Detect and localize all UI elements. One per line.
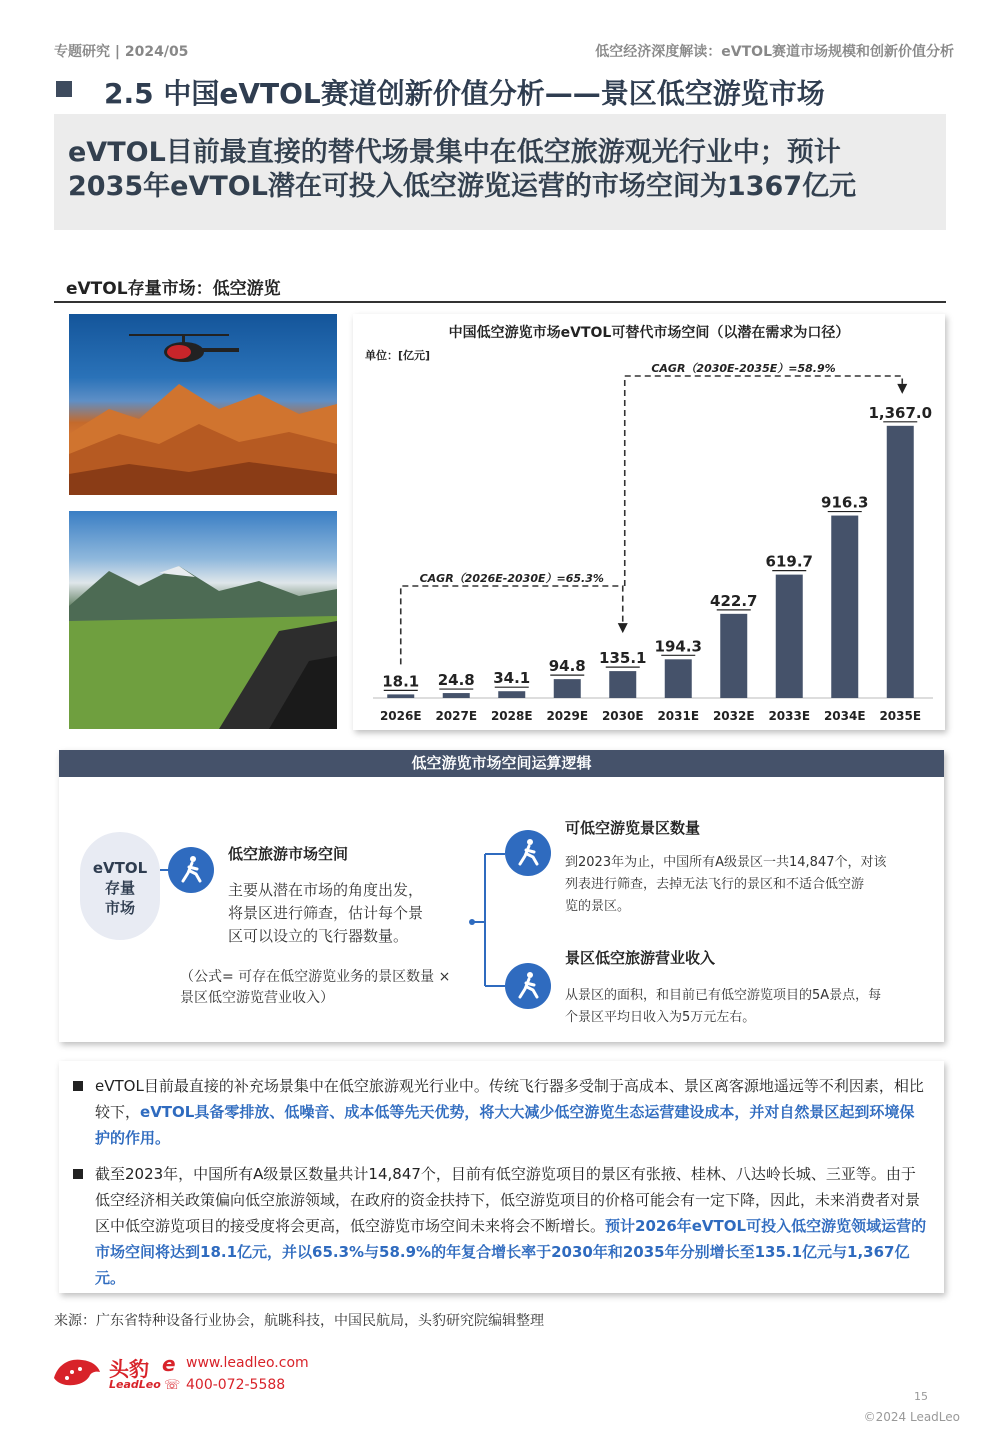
cagr-2-arrow — [897, 384, 907, 394]
chart-title: 中国低空游览市场eVTOL可替代市场空间（以潜在需求为口径） — [448, 325, 850, 341]
website-link[interactable]: www.leadleo.com — [186, 1355, 309, 1371]
page-number: 15 — [914, 1390, 928, 1403]
tick-label-2026E: 2026E — [379, 709, 422, 723]
bullet-1 — [73, 1073, 928, 1151]
market-space-chart — [353, 314, 945, 730]
stock-oval-line1: eVTOL — [92, 859, 148, 877]
stock-oval-line2: 存量 — [104, 879, 135, 897]
brand-e-mark: e — [162, 1352, 176, 1376]
value-label-2027E: 24.8 — [437, 671, 475, 690]
left-formula — [180, 967, 450, 1009]
bar-2031E — [665, 659, 692, 698]
tick-label-2029E: 2029E — [546, 709, 589, 723]
bar-2028E — [498, 691, 525, 698]
right-top-desc-line3: 览的景区。 — [565, 899, 631, 914]
scenic-count-icon — [505, 830, 551, 876]
phone-number: 400-072-5588 — [186, 1377, 286, 1393]
value-label-2026E: 18.1 — [382, 672, 420, 691]
report-title: 低空经济深度解读：eVTOL赛道市场规模和创新价值分析 — [595, 44, 954, 60]
left-desc-line3: 区可以设立的飞行器数量。 — [228, 927, 409, 945]
value-label-2029E: 94.8 — [548, 657, 586, 676]
left-desc-line2: 将景区进行筛查，估计每个景 — [228, 904, 424, 922]
tick-label-2034E: 2034E — [823, 709, 866, 723]
subsection-title: eVTOL存量市场：低空游览 — [66, 279, 281, 299]
helicopter-canyon-photo — [69, 314, 337, 495]
cagr-2-label: CAGR（2030E-2035E）=58.9% — [651, 362, 836, 375]
bar-2035E — [887, 426, 914, 698]
title-square-marker — [56, 81, 72, 97]
bullet-1-highlight: eVTOL具备零排放、低噪音、成本低等先天优势，将大大减少低空游览生态运营建设成本，并对自然景区起到环境保护的作用。 — [95, 1103, 915, 1147]
cagr-2-connector — [625, 376, 903, 586]
logic-panel — [59, 750, 944, 1042]
subsection-divider — [54, 301, 946, 303]
brand-name-cn: 头豹 — [109, 1357, 149, 1381]
left-desc — [228, 879, 423, 948]
bars-layer — [380, 362, 932, 723]
helicopter-mountain-view-photo — [69, 511, 337, 729]
tick-label-2027E: 2027E — [435, 709, 478, 723]
right-top-title: 可低空游览景区数量 — [565, 819, 701, 837]
tick-label-2033E: 2033E — [768, 709, 811, 723]
cagr-1-arrow — [618, 623, 628, 633]
bar-2033E — [776, 575, 803, 698]
tick-label-2035E: 2035E — [879, 709, 922, 723]
right-top-desc — [565, 852, 886, 918]
right-bottom-desc — [565, 985, 881, 1029]
left-formula-line1: （公式= 可存在低空游览业务的景区数量 × — [180, 969, 451, 985]
bar-2029E — [554, 679, 581, 698]
bar-2032E — [720, 614, 747, 698]
summary-box — [54, 114, 946, 230]
tick-label-2032E: 2032E — [712, 709, 755, 723]
summary-line-1: eVTOL目前最直接的替代场景集中在低空旅游观光行业中；预计 — [68, 137, 841, 168]
leopard-logo-icon — [52, 1354, 102, 1390]
tick-label-2028E: 2028E — [490, 709, 533, 723]
scenic-revenue-icon — [505, 963, 551, 1009]
summary-line-2: 2035年eVTOL潜在可投入低空游览运营的市场空间为1367亿元 — [68, 171, 857, 202]
bullet-2-text: 截至2023年，中国所有A级景区数量共计14,847个，目前有低空游览项目的景区有张掖、桂林、八达岭长城、三亚等。由于低空经济相关政策偏向低空旅游领域，在政府的资金扶持下，低空游览项目的价格可能会有一定下降，因此，未来消费者对景区中低空游览项目的接受度将会更高，低空游览市场空间未来将会不断增长。 — [95, 1165, 921, 1235]
bar-2026E — [387, 694, 414, 698]
phone-icon: ☏ — [164, 1378, 181, 1393]
right-bottom-desc-line1: 从景区的面积，和目前已有低空游览项目的5A景点，每 — [565, 988, 882, 1003]
logic-header: 低空游览市场空间运算逻辑 — [59, 750, 944, 777]
cagr-1-connector — [401, 586, 623, 664]
bullet-2-highlight: 预计2026年eVTOL可投入低空游览领域运营的市场空间将达到18.1亿元，并以65.3%与58.9%的年复合增长率于2030年和2035年分别增长至135.1亿元与1,367亿元。 — [95, 1217, 927, 1287]
right-top-desc-line2: 列表进行筛查，去掉无法飞行的景区和不适合低空游 — [565, 877, 865, 892]
copyright: ©2024 LeadLeo — [863, 1410, 960, 1424]
bullet-2 — [73, 1161, 928, 1291]
brand-name-en: LeadLeo — [109, 1378, 161, 1391]
stock-oval-line3: 市场 — [104, 899, 135, 917]
section-title: 2.5 中国eVTOL赛道创新价值分析——景区低空游览市场 — [104, 77, 825, 110]
tick-label-2030E: 2030E — [601, 709, 644, 723]
source-note: 来源：广东省特种设备行业协会，航眺科技，中国民航局，头豹研究院编辑整理 — [54, 1313, 544, 1329]
bullet-square-icon — [73, 1081, 83, 1091]
report-category: 专题研究 | 2024/05 — [54, 44, 189, 60]
bar-2030E — [609, 671, 636, 698]
value-label-2030E: 135.1 — [599, 649, 647, 668]
bullet-1-text: eVTOL目前最直接的补充场景集中在低空旅游观光行业中。传统飞行器多受制于高成本、景区离客源地遥远等不利因素，相比较下， — [95, 1077, 924, 1121]
right-bottom-title: 景区低空旅游营业收入 — [565, 949, 716, 967]
right-bottom-desc-line2: 个景区平均日收入为5万元左右。 — [565, 1010, 756, 1025]
bullet-panel — [59, 1061, 944, 1293]
value-label-2028E: 34.1 — [493, 669, 531, 688]
value-label-2031E: 194.3 — [654, 637, 702, 656]
value-label-2032E: 422.7 — [710, 591, 758, 610]
left-desc-line1: 主要从潜在市场的角度出发， — [228, 881, 424, 899]
right-top-desc-line1: 到2023年为止，中国所有A级景区一共14,847个，对该 — [565, 855, 887, 870]
value-label-2035E: 1,367.0 — [868, 403, 933, 422]
tourist-icon — [168, 847, 214, 893]
left-formula-line2: 景区低空游览营业收入） — [180, 990, 334, 1006]
left-title: 低空旅游市场空间 — [228, 845, 349, 863]
chart-unit: 单位：[亿元] — [365, 349, 431, 362]
bullet-square-icon — [73, 1169, 83, 1179]
bar-2027E — [443, 693, 470, 698]
value-label-2033E: 619.7 — [765, 552, 813, 571]
value-label-2034E: 916.3 — [821, 493, 869, 512]
bar-2034E — [831, 516, 858, 698]
tick-label-2031E: 2031E — [657, 709, 700, 723]
cagr-1-label: CAGR（2026E-2030E）=65.3% — [419, 572, 604, 585]
chart-svg — [353, 314, 945, 730]
